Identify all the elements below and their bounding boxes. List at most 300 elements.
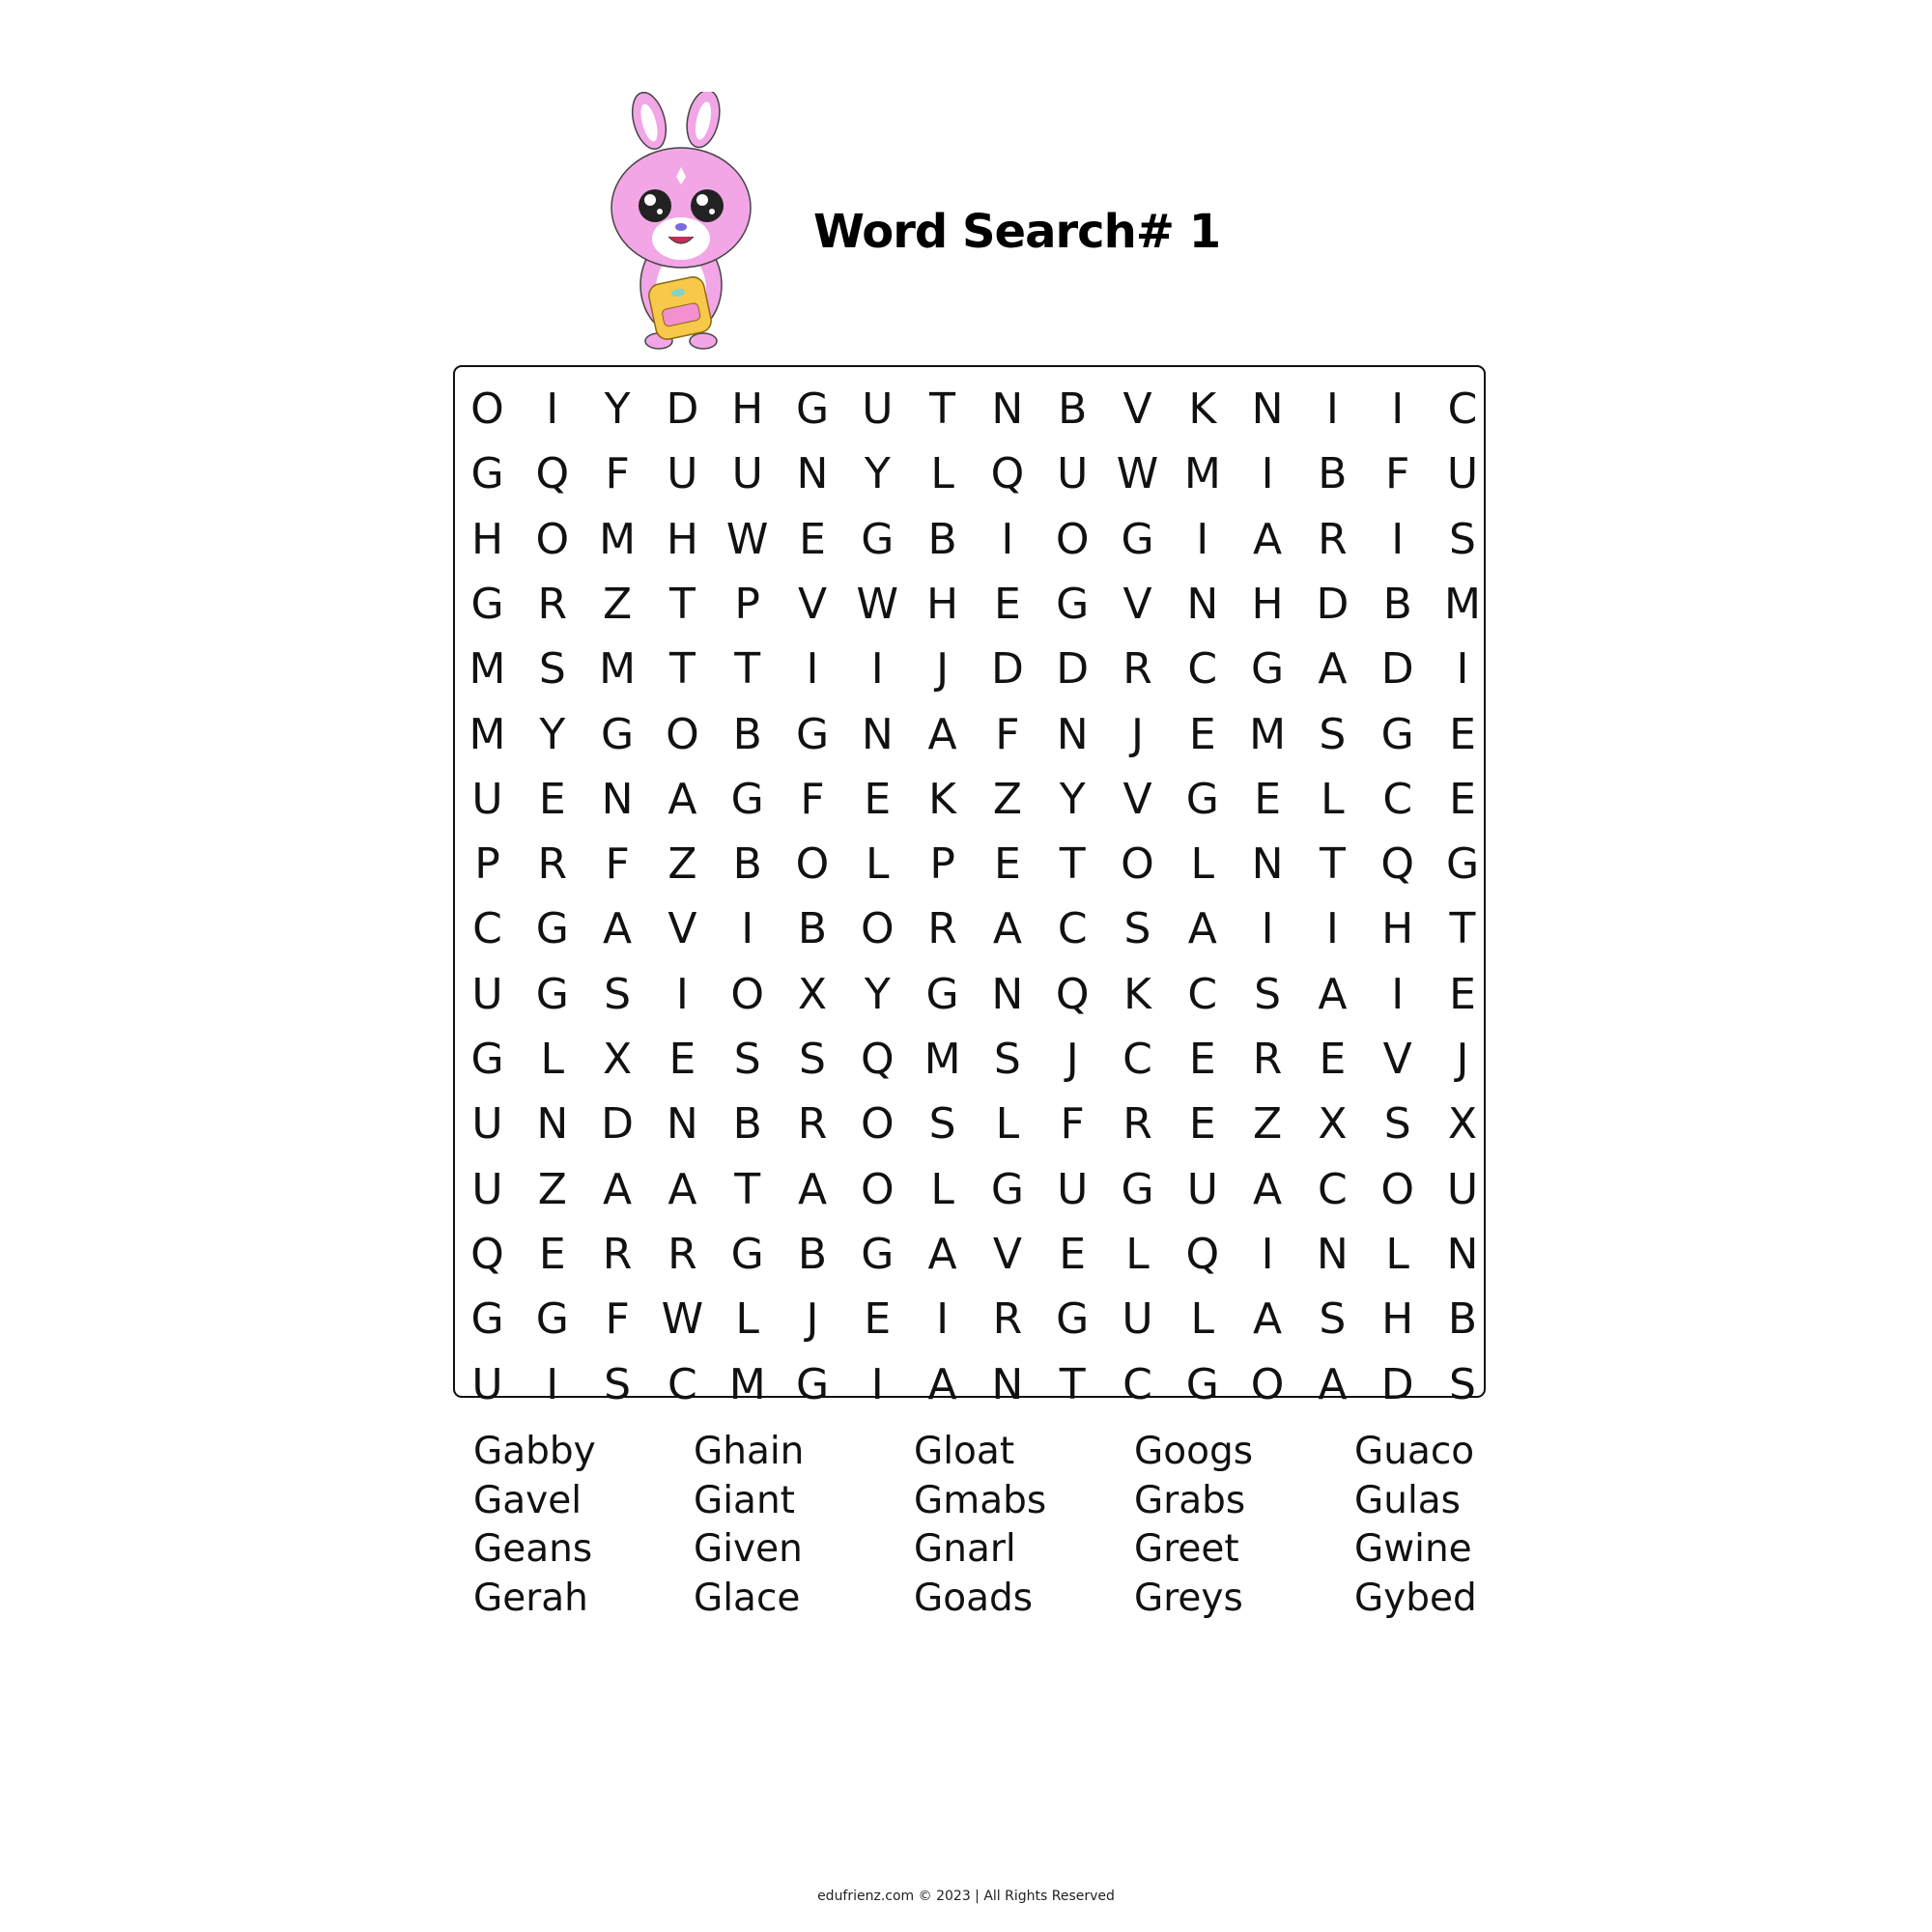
grid-letter[interactable]: F: [605, 839, 630, 890]
grid-letter[interactable]: T: [929, 384, 956, 434]
grid-letter[interactable]: N: [1251, 839, 1284, 890]
grid-letter[interactable]: U: [471, 1099, 503, 1150]
grid-letter[interactable]: R: [797, 1099, 828, 1150]
grid-letter[interactable]: K: [1188, 384, 1217, 434]
grid-letter[interactable]: M: [1183, 449, 1221, 499]
grid-letter[interactable]: A: [927, 1359, 957, 1409]
grid-letter[interactable]: U: [1057, 449, 1089, 499]
grid-letter[interactable]: R: [668, 1229, 697, 1279]
grid-letter[interactable]: M: [469, 644, 506, 695]
grid-letter[interactable]: U: [731, 449, 763, 499]
grid-letter[interactable]: E: [1449, 969, 1476, 1019]
grid-letter[interactable]: O: [1250, 1359, 1285, 1409]
grid-letter[interactable]: Z: [668, 839, 697, 890]
grid-letter[interactable]: B: [732, 839, 762, 890]
grid-letter[interactable]: V: [1122, 579, 1152, 629]
grid-row: [455, 1157, 1484, 1222]
grid-letter[interactable]: G: [795, 709, 830, 759]
grid-letter[interactable]: S: [733, 1035, 761, 1084]
grid-letter[interactable]: N: [601, 774, 634, 824]
grid-letter[interactable]: E: [799, 514, 826, 564]
grid-letter[interactable]: Y: [864, 449, 891, 499]
grid-letter[interactable]: L: [1321, 774, 1345, 824]
grid-letter[interactable]: S: [1319, 1294, 1347, 1345]
grid-row: [455, 441, 1484, 506]
word-list: [473, 1428, 1517, 1650]
grid-letter[interactable]: B: [1382, 579, 1412, 629]
footer-copyright: edufrienz.com © 2023 | All Rights Reserved: [817, 1889, 1115, 1904]
grid-letter[interactable]: H: [731, 384, 764, 434]
grid-letter[interactable]: O: [1380, 1164, 1414, 1214]
grid-letter[interactable]: F: [995, 709, 1020, 759]
grid-letter[interactable]: G: [795, 384, 830, 434]
grid-letter[interactable]: C: [1447, 384, 1478, 434]
grid-letter[interactable]: B: [797, 1229, 828, 1279]
word-column: [473, 1428, 686, 1623]
grid-letter[interactable]: I: [546, 384, 559, 434]
grid-letter[interactable]: E: [1188, 709, 1216, 759]
grid-row: [455, 1352, 1484, 1417]
grid-letter[interactable]: N: [1251, 384, 1284, 434]
grid-letter[interactable]: E: [1254, 774, 1281, 824]
grid-letter[interactable]: K: [928, 774, 957, 824]
grid-letter[interactable]: S: [1254, 969, 1282, 1019]
grid-letter[interactable]: L: [930, 449, 954, 499]
grid-letter[interactable]: I: [1391, 969, 1405, 1019]
grid-row: [455, 1092, 1484, 1156]
grid-letter[interactable]: I: [870, 1359, 884, 1409]
grid-letter[interactable]: O: [666, 709, 699, 759]
grid-row: [455, 377, 1484, 441]
grid-letter[interactable]: I: [1391, 514, 1405, 564]
grid-letter[interactable]: A: [1253, 1164, 1283, 1214]
grid-letter[interactable]: A: [927, 709, 957, 759]
grid-letter[interactable]: N: [861, 709, 894, 759]
grid-letter[interactable]: S: [993, 1035, 1021, 1084]
grid-letter[interactable]: T: [734, 1164, 761, 1214]
grid-letter[interactable]: N: [1186, 579, 1219, 629]
grid-letter[interactable]: G: [1121, 514, 1154, 564]
grid-row: [455, 1287, 1484, 1351]
grid-letter[interactable]: G: [470, 1035, 504, 1084]
grid-letter[interactable]: R: [1122, 644, 1152, 695]
grid-letter[interactable]: R: [1122, 1099, 1152, 1150]
grid-letter[interactable]: F: [605, 1294, 630, 1345]
grid-letter[interactable]: E: [993, 579, 1021, 629]
grid-letter[interactable]: F: [605, 449, 630, 499]
bunny-mascot-image: [599, 92, 763, 353]
grid-letter[interactable]: O: [470, 384, 504, 434]
grid-letter[interactable]: D: [666, 384, 699, 434]
grid-letter[interactable]: C: [1122, 1359, 1152, 1409]
grid-letter[interactable]: B: [1318, 449, 1348, 499]
grid-letter[interactable]: Q: [860, 1035, 895, 1084]
grid-letter[interactable]: I: [1261, 449, 1274, 499]
grid-letter[interactable]: W: [1116, 449, 1159, 499]
grid-letter[interactable]: U: [667, 449, 698, 499]
grid-letter[interactable]: W: [725, 514, 769, 564]
grid-letter[interactable]: U: [471, 969, 503, 1019]
word-item: Greet: [1134, 1527, 1239, 1571]
word-item: Ghain: [694, 1430, 805, 1473]
grid-letter[interactable]: G: [535, 969, 569, 1019]
grid-letter[interactable]: E: [1319, 1035, 1347, 1084]
grid-letter[interactable]: F: [1060, 1099, 1085, 1150]
grid-letter[interactable]: C: [1057, 904, 1088, 954]
grid-letter[interactable]: Z: [603, 579, 633, 629]
grid-letter[interactable]: M: [728, 1359, 766, 1409]
word-column: [914, 1428, 1126, 1623]
word-item: Goads: [914, 1576, 1034, 1620]
grid-letter[interactable]: K: [1123, 969, 1151, 1019]
grid-letter[interactable]: B: [1058, 384, 1088, 434]
grid-letter[interactable]: I: [806, 644, 819, 695]
grid-letter[interactable]: G: [470, 1294, 504, 1345]
grid-letter[interactable]: Z: [537, 1164, 567, 1214]
grid-letter[interactable]: V: [797, 579, 828, 629]
grid-letter[interactable]: X: [1447, 1099, 1478, 1150]
grid-letter[interactable]: T: [734, 644, 761, 695]
grid-row: [455, 962, 1484, 1027]
grid-letter[interactable]: P: [734, 579, 760, 629]
grid-letter[interactable]: C: [1187, 644, 1218, 695]
grid-letter[interactable]: Y: [1059, 774, 1086, 824]
grid-letter[interactable]: G: [1445, 839, 1480, 890]
grid-letter[interactable]: A: [927, 1229, 957, 1279]
word-item: Googs: [1134, 1430, 1254, 1473]
grid-row: [455, 832, 1484, 896]
grid-letter[interactable]: H: [666, 514, 698, 564]
grid-letter[interactable]: O: [860, 904, 895, 954]
grid-letter[interactable]: G: [1056, 1294, 1090, 1345]
grid-letter[interactable]: U: [1446, 1164, 1479, 1214]
grid-letter[interactable]: M: [1444, 579, 1481, 629]
grid-letter[interactable]: R: [927, 904, 957, 954]
grid-letter[interactable]: W: [856, 579, 899, 629]
grid-row: [455, 507, 1484, 572]
grid-letter[interactable]: G: [990, 1164, 1024, 1214]
grid-letter[interactable]: I: [1456, 644, 1469, 695]
grid-letter[interactable]: H: [470, 514, 504, 564]
grid-letter[interactable]: C: [1122, 1035, 1152, 1084]
grid-letter[interactable]: G: [795, 1359, 830, 1409]
grid-letter[interactable]: L: [1190, 839, 1215, 890]
grid-letter[interactable]: R: [1318, 514, 1348, 564]
grid-letter[interactable]: S: [928, 1099, 956, 1150]
word-item: Gerah: [473, 1576, 588, 1620]
grid-letter[interactable]: A: [992, 904, 1022, 954]
grid-letter[interactable]: A: [668, 774, 697, 824]
grid-letter[interactable]: G: [1121, 1164, 1154, 1214]
word-item: Giant: [694, 1478, 795, 1522]
grid-letter[interactable]: E: [864, 1294, 892, 1345]
grid-letter[interactable]: L: [735, 1294, 759, 1345]
word-column: [1134, 1428, 1347, 1623]
grid-letter[interactable]: G: [730, 774, 764, 824]
grid-letter[interactable]: I: [1261, 904, 1274, 954]
grid-letter[interactable]: I: [870, 644, 884, 695]
grid-row: [455, 702, 1484, 767]
grid-letter[interactable]: O: [1055, 514, 1090, 564]
grid-letter[interactable]: I: [1325, 904, 1339, 954]
grid-letter[interactable]: Y: [604, 384, 631, 434]
grid-letter[interactable]: Q: [990, 449, 1025, 499]
grid-letter[interactable]: B: [732, 709, 762, 759]
grid-letter[interactable]: I: [741, 904, 754, 954]
grid-letter[interactable]: C: [472, 904, 502, 954]
grid-letter[interactable]: S: [1449, 514, 1476, 564]
word-column: [694, 1428, 906, 1623]
word-item: Given: [694, 1527, 803, 1571]
grid-letter[interactable]: L: [540, 1035, 565, 1084]
grid-letter[interactable]: G: [730, 1229, 764, 1279]
grid-letter[interactable]: U: [471, 774, 503, 824]
grid-letter[interactable]: O: [1121, 839, 1154, 890]
grid-letter[interactable]: T: [1319, 839, 1346, 890]
grid-letter[interactable]: O: [860, 1164, 895, 1214]
grid-letter[interactable]: U: [862, 384, 894, 434]
grid-letter[interactable]: D: [1380, 644, 1414, 695]
grid-letter[interactable]: M: [923, 1035, 961, 1084]
grid-letter[interactable]: T: [668, 644, 696, 695]
word-item: Gloat: [914, 1430, 1015, 1473]
grid-letter[interactable]: C: [668, 1359, 697, 1409]
word-item: Gabby: [473, 1430, 596, 1473]
grid-letter[interactable]: C: [1382, 774, 1413, 824]
grid-row: [455, 896, 1484, 961]
grid-letter[interactable]: I: [1391, 384, 1405, 434]
grid-letter[interactable]: D: [1316, 579, 1350, 629]
grid-letter[interactable]: S: [1383, 1099, 1411, 1150]
grid-letter[interactable]: Z: [1253, 1099, 1283, 1150]
grid-letter[interactable]: G: [1251, 644, 1285, 695]
grid-letter[interactable]: S: [538, 644, 566, 695]
grid-letter[interactable]: L: [995, 1099, 1020, 1150]
grid-letter[interactable]: A: [603, 904, 633, 954]
grid-letter[interactable]: A: [1318, 644, 1348, 695]
grid-letter[interactable]: S: [604, 969, 632, 1019]
grid-letter[interactable]: S: [799, 1035, 826, 1084]
grid-letter[interactable]: A: [797, 1164, 828, 1214]
grid-letter[interactable]: I: [546, 1359, 559, 1409]
grid-letter[interactable]: B: [797, 904, 828, 954]
grid-row: [455, 1222, 1484, 1287]
grid-letter[interactable]: B: [732, 1099, 762, 1150]
grid-letter[interactable]: E: [1188, 1035, 1216, 1084]
grid-letter[interactable]: R: [1252, 1035, 1283, 1084]
grid-letter[interactable]: V: [668, 904, 697, 954]
grid-letter[interactable]: Q: [535, 449, 570, 499]
grid-letter[interactable]: Q: [1055, 969, 1090, 1019]
grid-letter[interactable]: A: [1318, 1359, 1348, 1409]
grid-letter[interactable]: S: [1123, 904, 1151, 954]
grid-letter[interactable]: J: [936, 644, 950, 695]
grid-letter[interactable]: E: [864, 774, 892, 824]
word-item: Gulas: [1354, 1478, 1461, 1522]
grid-letter[interactable]: U: [471, 1359, 503, 1409]
grid-letter[interactable]: E: [538, 774, 566, 824]
grid-letter[interactable]: B: [927, 514, 957, 564]
grid-letter[interactable]: N: [1446, 1229, 1479, 1279]
grid-letter[interactable]: I: [936, 1294, 950, 1345]
grid-letter[interactable]: N: [1316, 1229, 1349, 1279]
grid-letter[interactable]: G: [470, 449, 504, 499]
grid-letter[interactable]: R: [537, 579, 568, 629]
grid-letter[interactable]: N: [1056, 709, 1089, 759]
grid-letter[interactable]: W: [661, 1294, 704, 1345]
grid-letter[interactable]: E: [993, 839, 1021, 890]
page-title: Word Search# 1: [813, 205, 1221, 259]
grid-letter[interactable]: L: [1385, 1229, 1409, 1279]
grid-letter[interactable]: U: [1186, 1164, 1218, 1214]
grid-letter[interactable]: Q: [1185, 1229, 1220, 1279]
grid-letter[interactable]: R: [992, 1294, 1023, 1345]
grid-letter[interactable]: O: [535, 514, 570, 564]
grid-letter[interactable]: I: [1196, 514, 1209, 564]
grid-letter[interactable]: H: [1381, 904, 1414, 954]
grid-letter[interactable]: T: [1449, 904, 1476, 954]
grid-letter[interactable]: S: [1319, 709, 1347, 759]
grid-letter[interactable]: Y: [539, 709, 566, 759]
grid-letter[interactable]: P: [474, 839, 500, 890]
grid-letter[interactable]: E: [538, 1229, 566, 1279]
word-item: Gybed: [1354, 1576, 1477, 1620]
word-item: Gwine: [1354, 1527, 1472, 1571]
grid-letter[interactable]: E: [1449, 774, 1476, 824]
word-item: Guaco: [1354, 1430, 1475, 1473]
grid-letter[interactable]: L: [866, 839, 890, 890]
grid-letter[interactable]: V: [992, 1229, 1022, 1279]
grid-letter[interactable]: L: [930, 1164, 954, 1214]
grid-letter[interactable]: G: [1185, 774, 1219, 824]
grid-letter[interactable]: M: [469, 709, 506, 759]
grid-letter[interactable]: G: [1380, 709, 1414, 759]
grid-letter[interactable]: E: [1449, 709, 1476, 759]
grid-letter[interactable]: J: [1456, 1035, 1469, 1084]
grid-letter[interactable]: G: [861, 1229, 895, 1279]
grid-letter[interactable]: Y: [864, 969, 891, 1019]
grid-letter[interactable]: X: [603, 1035, 633, 1084]
grid-letter[interactable]: J: [806, 1294, 819, 1345]
grid-letter[interactable]: H: [926, 579, 959, 629]
word-item: Glace: [694, 1576, 801, 1620]
grid-letter[interactable]: P: [929, 839, 955, 890]
grid-letter[interactable]: D: [601, 1099, 635, 1150]
word-search-grid: [453, 365, 1486, 1409]
grid-letter[interactable]: R: [602, 1229, 633, 1279]
grid-letter[interactable]: J: [1065, 1035, 1079, 1084]
grid-letter[interactable]: O: [860, 1099, 895, 1150]
grid-letter[interactable]: L: [1125, 1229, 1150, 1279]
grid-letter[interactable]: D: [1056, 644, 1090, 695]
grid-letter[interactable]: H: [1251, 579, 1284, 629]
grid-row: [455, 767, 1484, 832]
grid-letter[interactable]: Q: [470, 1229, 504, 1279]
grid-letter[interactable]: H: [1381, 1294, 1414, 1345]
grid-letter[interactable]: A: [668, 1164, 697, 1214]
grid-letter[interactable]: X: [1318, 1099, 1348, 1150]
grid-letter[interactable]: T: [668, 579, 696, 629]
grid-letter[interactable]: D: [990, 644, 1024, 695]
grid-letter[interactable]: E: [1059, 1229, 1087, 1279]
grid-letter[interactable]: V: [1382, 1035, 1412, 1084]
grid-letter[interactable]: F: [800, 774, 825, 824]
grid-letter[interactable]: D: [1380, 1359, 1414, 1409]
grid-letter[interactable]: I: [1001, 514, 1014, 564]
grid-letter[interactable]: N: [666, 1099, 698, 1150]
word-item: Grabs: [1134, 1478, 1246, 1522]
grid-letter[interactable]: X: [797, 969, 828, 1019]
grid-letter[interactable]: Z: [992, 774, 1022, 824]
grid-letter[interactable]: E: [668, 1035, 696, 1084]
grid-letter[interactable]: F: [1385, 449, 1410, 499]
grid-letter[interactable]: A: [603, 1164, 633, 1214]
grid-letter[interactable]: M: [599, 514, 637, 564]
word-item: Gnarl: [914, 1527, 1016, 1571]
grid-letter[interactable]: U: [1446, 449, 1479, 499]
grid-letter[interactable]: G: [861, 514, 895, 564]
grid-letter[interactable]: S: [604, 1359, 632, 1409]
grid-letter[interactable]: N: [796, 449, 829, 499]
grid-letter[interactable]: B: [1447, 1294, 1478, 1345]
grid-letter[interactable]: E: [1188, 1099, 1216, 1150]
grid-letter[interactable]: R: [537, 839, 568, 890]
grid-letter[interactable]: N: [991, 1359, 1024, 1409]
word-item: Gmabs: [914, 1478, 1047, 1522]
grid-letter[interactable]: G: [601, 709, 635, 759]
word-item: Gavel: [473, 1478, 582, 1522]
grid-row: [455, 1027, 1484, 1092]
grid-letter[interactable]: J: [1131, 709, 1144, 759]
grid-letter[interactable]: A: [1253, 1294, 1283, 1345]
grid-letter[interactable]: G: [1056, 579, 1090, 629]
grid-letter[interactable]: I: [1325, 384, 1339, 434]
grid-letter[interactable]: A: [1318, 969, 1348, 1019]
grid-letter[interactable]: A: [1253, 514, 1283, 564]
grid-letter[interactable]: I: [675, 969, 689, 1019]
grid-letter[interactable]: N: [536, 1099, 569, 1150]
grid-letter[interactable]: C: [1318, 1164, 1348, 1214]
grid-letter[interactable]: G: [1185, 1359, 1219, 1409]
grid-letter[interactable]: S: [1449, 1359, 1476, 1409]
grid-letter[interactable]: U: [471, 1164, 503, 1214]
grid-letter[interactable]: G: [535, 1294, 569, 1345]
grid-letter[interactable]: L: [1190, 1294, 1215, 1345]
grid-letter[interactable]: M: [1249, 709, 1287, 759]
letter-grid: [455, 367, 1484, 1409]
grid-letter[interactable]: U: [1057, 1164, 1089, 1214]
grid-letter[interactable]: G: [470, 579, 504, 629]
grid-letter[interactable]: T: [1059, 839, 1086, 890]
grid-row: [455, 637, 1484, 701]
grid-letter[interactable]: A: [1187, 904, 1217, 954]
grid-letter[interactable]: T: [1059, 1359, 1086, 1409]
grid-letter[interactable]: M: [599, 644, 637, 695]
grid-letter[interactable]: C: [1187, 969, 1218, 1019]
grid-letter[interactable]: Q: [1380, 839, 1414, 890]
grid-letter[interactable]: O: [730, 969, 764, 1019]
grid-letter[interactable]: V: [1122, 774, 1152, 824]
grid-letter[interactable]: N: [991, 384, 1024, 434]
grid-letter[interactable]: O: [795, 839, 830, 890]
grid-letter[interactable]: I: [1261, 1229, 1274, 1279]
grid-letter[interactable]: N: [991, 969, 1024, 1019]
grid-row: [455, 572, 1484, 637]
grid-letter[interactable]: G: [535, 904, 569, 954]
grid-letter[interactable]: U: [1122, 1294, 1153, 1345]
grid-letter[interactable]: G: [925, 969, 959, 1019]
grid-letter[interactable]: V: [1122, 384, 1152, 434]
